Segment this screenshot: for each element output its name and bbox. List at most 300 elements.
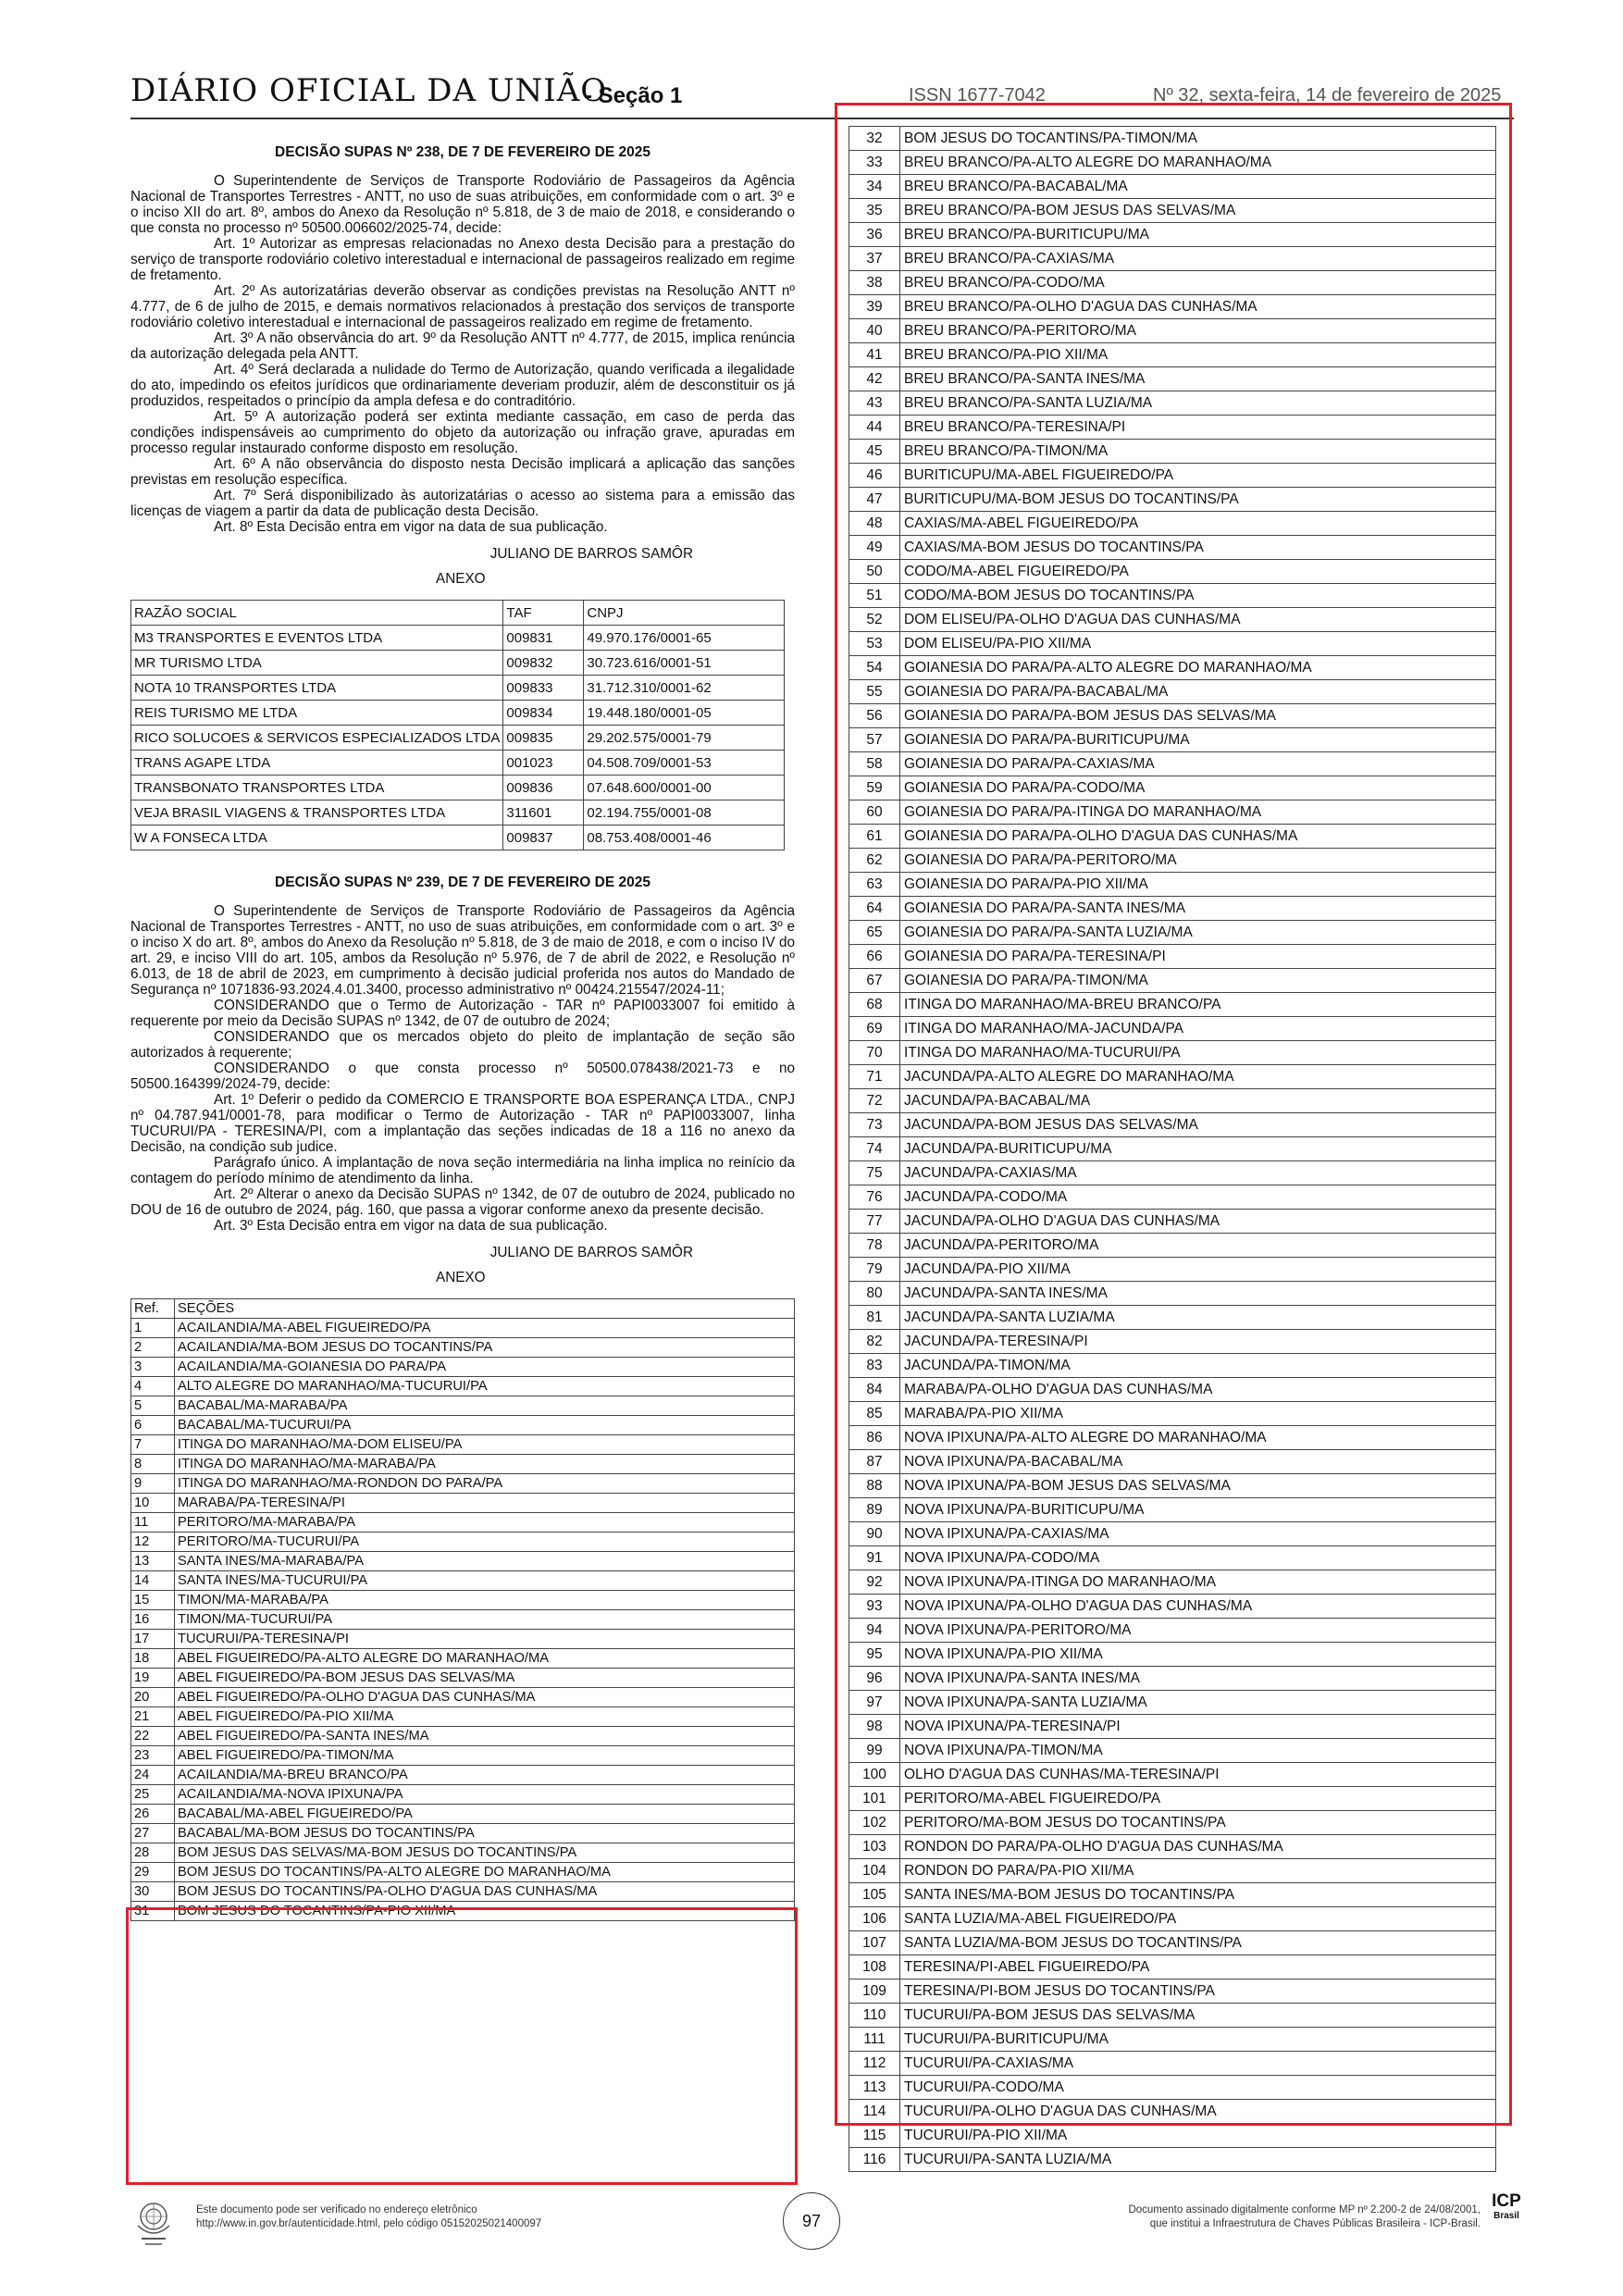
table-cell: 35 [849, 199, 900, 223]
table-cell: ABEL FIGUEIREDO/PA-PIO XII/MA [175, 1707, 795, 1727]
table-row [131, 1785, 795, 1805]
table-cell: 25 [131, 1785, 175, 1805]
table-cell: ABEL FIGUEIREDO/PA-BOM JESUS DAS SELVAS/MA [175, 1669, 795, 1688]
table-cell: BOM JESUS DO TOCANTINS/PA-ALTO ALEGRE DO MARANHAO/MA [175, 1863, 795, 1882]
table-cell: 009834 [503, 701, 584, 726]
table-row [131, 1805, 795, 1824]
decision-239-title: DECISÃO SUPAS Nº 239, DE 7 DE FEVEREIRO DE 2025 [275, 875, 650, 890]
table-cell: MR TURISMO LTDA [131, 651, 503, 676]
footer-right-line-1: Documento assinado digitalmente conforme MP nº 2.200-2 de 24/08/2001, [1128, 2204, 1481, 2215]
table-cell: JACUNDA/PA-CODO/MA [900, 1185, 1496, 1210]
table-cell: VEJA BRASIL VIAGENS & TRANSPORTES LTDA [131, 800, 503, 825]
icp-logo-text: ICP [1492, 2191, 1521, 2211]
table-cell: 114 [849, 2100, 900, 2124]
table-cell: TERESINA/PI-ABEL FIGUEIREDO/PA [900, 1955, 1496, 1980]
table-cell: SANTA LUZIA/MA-BOM JESUS DO TOCANTINS/PA [900, 1931, 1496, 1955]
paragraph: CONSIDERANDO que os mercados objeto do pleito de implantação de seção são autorizados à requerente; [130, 1029, 795, 1061]
table-row [131, 1474, 795, 1494]
table-cell: 60 [849, 800, 900, 825]
table-cell: JACUNDA/PA-TERESINA/PI [900, 1330, 1496, 1354]
table-cell: 28 [131, 1843, 175, 1863]
table-cell: NOVA IPIXUNA/PA-BOM JESUS DAS SELVAS/MA [900, 1474, 1496, 1498]
table-cell: ITINGA DO MARANHAO/MA-JACUNDA/PA [900, 1017, 1496, 1041]
table-cell: BREU BRANCO/PA-ALTO ALEGRE DO MARANHAO/MA [900, 151, 1496, 175]
table-cell: 53 [849, 632, 900, 656]
table-cell: 07.648.600/0001-00 [584, 776, 785, 800]
table-cell: 80 [849, 1282, 900, 1306]
table-cell: ACAILANDIA/MA-BREU BRANCO/PA [175, 1766, 795, 1785]
table-cell: 91 [849, 1546, 900, 1570]
table-cell: GOIANESIA DO PARA/PA-TERESINA/PI [900, 945, 1496, 969]
table-header-row [131, 601, 785, 626]
table-cell: BREU BRANCO/PA-TERESINA/PI [900, 416, 1496, 440]
table-cell: 62 [849, 849, 900, 873]
table-cell: 16 [131, 1610, 175, 1630]
table-cell: 96 [849, 1667, 900, 1691]
table-cell: BREU BRANCO/PA-CAXIAS/MA [900, 247, 1496, 271]
table-cell: NOTA 10 TRANSPORTES LTDA [131, 676, 503, 701]
table-cell: 85 [849, 1402, 900, 1426]
left-column [130, 139, 795, 1921]
table-cell: 27 [131, 1824, 175, 1843]
table-cell: BOM JESUS DO TOCANTINS/PA-PIO XII/MA [175, 1902, 795, 1921]
table-cell: 63 [849, 873, 900, 897]
decision-239-signature: JULIANO DE BARROS SAMÔR [489, 1245, 693, 1260]
table-cell: 100 [849, 1763, 900, 1787]
table-cell: BREU BRANCO/PA-OLHO D'AGUA DAS CUNHAS/MA [900, 295, 1496, 319]
issn: ISSN 1677-7042 [909, 85, 1046, 105]
paragraph: CONSIDERANDO que o Termo de Autorização - TAR nº PAPI0033007 foi emitido à requerente por meio da Decisão SUPAS nº 1342, de 07 de outubro de 2024; [130, 998, 795, 1029]
table-cell: TUCURUI/PA-BURITICUPU/MA [900, 2028, 1496, 2052]
table-cell: 41 [849, 343, 900, 367]
table-cell: TIMON/MA-MARABA/PA [175, 1591, 795, 1610]
table-cell: JACUNDA/PA-OLHO D'AGUA DAS CUNHAS/MA [900, 1210, 1496, 1234]
table-row [131, 701, 785, 726]
table-cell: 72 [849, 1089, 900, 1113]
table-cell: 3 [131, 1358, 175, 1377]
table-row [131, 800, 785, 825]
sections-table-left [130, 1298, 795, 1921]
decision-238-annex-label: ANEXO [436, 571, 486, 587]
table-row [131, 1513, 795, 1533]
table-cell: JACUNDA/PA-BACABAL/MA [900, 1089, 1496, 1113]
table-cell: NOVA IPIXUNA/PA-ALTO ALEGRE DO MARANHAO/MA [900, 1426, 1496, 1450]
table-cell: 24 [131, 1766, 175, 1785]
header-cell: SEÇÕES [175, 1299, 795, 1319]
table-cell: 2 [131, 1338, 175, 1358]
table-cell: 102 [849, 1811, 900, 1835]
table-cell: ABEL FIGUEIREDO/PA-TIMON/MA [175, 1746, 795, 1766]
table-cell: 56 [849, 704, 900, 728]
table-cell: BREU BRANCO/PA-PERITORO/MA [900, 319, 1496, 343]
table-cell: 19.448.180/0001-05 [584, 701, 785, 726]
paragraph: O Superintendente de Serviços de Transporte Rodoviário de Passageiros da Agência Nacional de Transportes Terrestres - ANTT, no uso de suas atribuições, em conformidade com o art. 3º e o inciso X do art. 8º, ambos do Anexo da Resolução nº 5.818, de 3 de maio de 2018, e com o inciso IV do art. 29, e inciso VIII do art. 105, ambos da Resolução nº 5.976, de 7 de abril de 2022, e Resolução nº 6.013, de 18 de abril de 2023, em cumprimento à decisão judicial proferida nos autos do Mandado de Segurança nº 1071836-93.2024.4.01.3400, processo administrativo nº 00424.215547/2024-11; [130, 903, 795, 998]
table-cell: 86 [849, 1426, 900, 1450]
coat-of-arms-icon [134, 2198, 173, 2248]
table-cell: 78 [849, 1234, 900, 1258]
table-row [131, 1843, 795, 1863]
table-cell: BREU BRANCO/PA-SANTA INES/MA [900, 367, 1496, 391]
table-cell: PERITORO/MA-TUCURUI/PA [175, 1533, 795, 1552]
table-row [131, 825, 785, 850]
table-cell: TUCURUI/PA-SANTA LUZIA/MA [900, 2148, 1496, 2172]
table-row [131, 751, 785, 776]
section-label: - Seção 1 [585, 83, 683, 108]
table-cell: 61 [849, 825, 900, 849]
table-cell: TUCURUI/PA-OLHO D'AGUA DAS CUNHAS/MA [900, 2100, 1496, 2124]
table-cell: ITINGA DO MARANHAO/MA-RONDON DO PARA/PA [175, 1474, 795, 1494]
table-cell: GOIANESIA DO PARA/PA-BURITICUPU/MA [900, 728, 1496, 752]
page-number: 97 [783, 2192, 840, 2250]
table-cell: BREU BRANCO/PA-BOM JESUS DAS SELVAS/MA [900, 199, 1496, 223]
table-cell: DOM ELISEU/PA-PIO XII/MA [900, 632, 1496, 656]
footer-left-line-1: Este documento pode ser verificado no endereço eletrônico [196, 2204, 477, 2215]
table-cell: CAXIAS/MA-BOM JESUS DO TOCANTINS/PA [900, 536, 1496, 560]
table-cell: JACUNDA/PA-TIMON/MA [900, 1354, 1496, 1378]
table-cell: CODO/MA-BOM JESUS DO TOCANTINS/PA [900, 584, 1496, 608]
table-cell: 42 [849, 367, 900, 391]
table-cell: 77 [849, 1210, 900, 1234]
table-cell: BOM JESUS DO TOCANTINS/PA-TIMON/MA [900, 127, 1496, 151]
table-cell: 93 [849, 1595, 900, 1619]
table-cell: 55 [849, 680, 900, 704]
paragraph: Art. 2º As autorizatárias deverão observar as condições previstas na Resolução ANTT nº 4.777, de 6 de julho de 2015, e demais normativos relacionados à prestação dos serviços de transporte rodoviário coletivo interestadual e internacional de passageiros realizado em regime de fretamento. [130, 283, 795, 330]
table-cell: 105 [849, 1883, 900, 1907]
header-cell: RAZÃO SOCIAL [131, 601, 503, 626]
paragraph: Art. 1º Deferir o pedido da COMERCIO E TRANSPORTE BOA ESPERANÇA LTDA., CNPJ nº 04.787.941/0001-78, para modificar o Termo de Autorização - TAR nº PAPI0033007, linha TUCURUI/PA - TERESINA/PI, com a implantação das seções indicadas de 18 a 116 no anexo da Decisão, na condição sub judice. [130, 1092, 795, 1155]
table-cell: ABEL FIGUEIREDO/PA-ALTO ALEGRE DO MARANHAO/MA [175, 1649, 795, 1669]
table-cell: ITINGA DO MARANHAO/MA-MARABA/PA [175, 1455, 795, 1474]
table-cell: MARABA/PA-OLHO D'AGUA DAS CUNHAS/MA [900, 1378, 1496, 1402]
table-row [131, 776, 785, 800]
table-cell: 84 [849, 1378, 900, 1402]
table-cell: 116 [849, 2148, 900, 2172]
header-cell: Ref. [131, 1299, 175, 1319]
table-cell: NOVA IPIXUNA/PA-PERITORO/MA [900, 1619, 1496, 1643]
table-cell: 10 [131, 1494, 175, 1513]
table-cell: 1 [131, 1319, 175, 1338]
table-cell: 57 [849, 728, 900, 752]
table-cell: NOVA IPIXUNA/PA-CAXIAS/MA [900, 1522, 1496, 1546]
table-cell: SANTA INES/MA-MARABA/PA [175, 1552, 795, 1571]
table-cell: BOM JESUS DO TOCANTINS/PA-OLHO D'AGUA DAS CUNHAS/MA [175, 1882, 795, 1902]
gazette-title: DIÁRIO OFICIAL DA UNIÃO [130, 72, 608, 109]
table-cell: 67 [849, 969, 900, 993]
table-cell: 95 [849, 1643, 900, 1667]
paragraph: Art. 3º Esta Decisão entra em vigor na data de sua publicação. [214, 1218, 608, 1234]
table-row [131, 1338, 795, 1358]
table-cell: 45 [849, 440, 900, 464]
table-cell: 38 [849, 271, 900, 295]
table-row [131, 1649, 795, 1669]
table-row [131, 1610, 795, 1630]
table-cell: 009837 [503, 825, 584, 850]
table-cell: 009833 [503, 676, 584, 701]
table-cell: 4 [131, 1377, 175, 1396]
table-cell: BACABAL/MA-MARABA/PA [175, 1396, 795, 1416]
table-cell: 9 [131, 1474, 175, 1494]
table-cell: 13 [131, 1552, 175, 1571]
table-cell: 89 [849, 1498, 900, 1522]
table-cell: 74 [849, 1137, 900, 1161]
table-cell: 48 [849, 512, 900, 536]
table-cell: 52 [849, 608, 900, 632]
table-cell: NOVA IPIXUNA/PA-ITINGA DO MARANHAO/MA [900, 1570, 1496, 1595]
table-cell: 87 [849, 1450, 900, 1474]
table-cell: GOIANESIA DO PARA/PA-CODO/MA [900, 776, 1496, 800]
table-cell: 39 [849, 295, 900, 319]
table-cell: BREU BRANCO/PA-BURITICUPU/MA [900, 223, 1496, 247]
table-cell: NOVA IPIXUNA/PA-SANTA LUZIA/MA [900, 1691, 1496, 1715]
table-cell: ABEL FIGUEIREDO/PA-OLHO D'AGUA DAS CUNHAS/MA [175, 1688, 795, 1707]
footer-verification-text [196, 2203, 541, 2231]
table-cell: 009831 [503, 626, 584, 651]
table-cell: ITINGA DO MARANHAO/MA-TUCURUI/PA [900, 1041, 1496, 1065]
table-cell: NOVA IPIXUNA/PA-TERESINA/PI [900, 1715, 1496, 1739]
table-cell: BREU BRANCO/PA-BACABAL/MA [900, 175, 1496, 199]
table-cell: GOIANESIA DO PARA/PA-OLHO D'AGUA DAS CUNHAS/MA [900, 825, 1496, 849]
table-cell: 112 [849, 2052, 900, 2076]
decision-239-annex-label: ANEXO [436, 1270, 486, 1285]
paragraph: Parágrafo único. A implantação de nova seção intermediária na linha implica no reinício da contagem do período mínimo de atendimento da linha. [130, 1155, 795, 1186]
table-cell: 37 [849, 247, 900, 271]
table-cell: 107 [849, 1931, 900, 1955]
table-cell: 40 [849, 319, 900, 343]
table-cell: 115 [849, 2124, 900, 2148]
table-cell: SANTA INES/MA-TUCURUI/PA [175, 1571, 795, 1591]
table-cell: 31.712.310/0001-62 [584, 676, 785, 701]
table-cell: NOVA IPIXUNA/PA-SANTA INES/MA [900, 1667, 1496, 1691]
table-cell: 82 [849, 1330, 900, 1354]
paragraph: O Superintendente de Serviços de Transporte Rodoviário de Passageiros da Agência Nacional de Transportes Terrestres - ANTT, no uso de suas atribuições, em conformidade com o art. 3º e o inciso XII do art. 8º, ambos do Anexo da Resolução nº 5.818, de 3 de maio de 2018, e considerando o que consta no processo nº 50500.006602/2025-74, decide: [130, 173, 795, 236]
table-cell: RICO SOLUCOES & SERVICOS ESPECIALIZADOS LTDA [131, 726, 503, 751]
table-cell: 20 [131, 1688, 175, 1707]
table-cell: 12 [131, 1533, 175, 1552]
table-cell: 44 [849, 416, 900, 440]
table-cell: JACUNDA/PA-PIO XII/MA [900, 1258, 1496, 1282]
table-row [131, 1707, 795, 1727]
table-cell: 110 [849, 2004, 900, 2028]
table-cell: ITINGA DO MARANHAO/MA-DOM ELISEU/PA [175, 1435, 795, 1455]
paragraph: Art. 6º A não observância do disposto nesta Decisão implicará a aplicação das sanções previstas em resolução específica. [130, 456, 795, 488]
table-cell: GOIANESIA DO PARA/PA-ITINGA DO MARANHAO/MA [900, 800, 1496, 825]
table-cell: 36 [849, 223, 900, 247]
table-row [131, 1688, 795, 1707]
table-row [131, 1396, 795, 1416]
table-cell: ABEL FIGUEIREDO/PA-SANTA INES/MA [175, 1727, 795, 1746]
issue-date: Nº 32, sexta-feira, 14 de fevereiro de 2025 [1153, 85, 1502, 105]
table-cell: 109 [849, 1980, 900, 2004]
table-cell: 43 [849, 391, 900, 416]
paragraph: Art. 1º Autorizar as empresas relacionadas no Anexo desta Decisão para a prestação do serviço de transporte rodoviário coletivo interestadual e internacional de passageiros realizado em regime de fretamento. [130, 236, 795, 283]
table-cell: 101 [849, 1787, 900, 1811]
table-cell: CODO/MA-ABEL FIGUEIREDO/PA [900, 560, 1496, 584]
table-cell: MARABA/PA-PIO XII/MA [900, 1402, 1496, 1426]
table-row [131, 626, 785, 651]
table-cell: 5 [131, 1396, 175, 1416]
table-cell: JACUNDA/PA-SANTA LUZIA/MA [900, 1306, 1496, 1330]
table-cell: 311601 [503, 800, 584, 825]
table-cell: MARABA/PA-TERESINA/PI [175, 1494, 795, 1513]
table-cell: OLHO D'AGUA DAS CUNHAS/MA-TERESINA/PI [900, 1763, 1496, 1787]
paragraph: Art. 5º A autorização poderá ser extinta mediante cassação, em caso de perda das condições indispensáveis ao cumprimento do objeto da autorização ou infração grave, apuradas em processo regular instaurado conforme disposto em resolução. [130, 409, 795, 456]
table-cell: ALTO ALEGRE DO MARANHAO/MA-TUCURUI/PA [175, 1377, 795, 1396]
table-cell: 97 [849, 1691, 900, 1715]
table-cell: 66 [849, 945, 900, 969]
table-cell: 17 [131, 1630, 175, 1649]
table-header-row [131, 1299, 795, 1319]
table-cell: 22 [131, 1727, 175, 1746]
table-cell: ACAILANDIA/MA-BOM JESUS DO TOCANTINS/PA [175, 1338, 795, 1358]
table-cell: 49.970.176/0001-65 [584, 626, 785, 651]
table-cell: NOVA IPIXUNA/PA-PIO XII/MA [900, 1643, 1496, 1667]
table-cell: 113 [849, 2076, 900, 2100]
table-cell: ACAILANDIA/MA-NOVA IPIXUNA/PA [175, 1785, 795, 1805]
table-cell: 21 [131, 1707, 175, 1727]
table-cell: BACABAL/MA-ABEL FIGUEIREDO/PA [175, 1805, 795, 1824]
table-row [131, 1630, 795, 1649]
paragraph: Art. 8º Esta Decisão entra em vigor na data de sua publicação. [214, 519, 608, 535]
footer-left-line-2: http://www.in.gov.br/autenticidade.html, pelo código 05152025021400097 [196, 2218, 542, 2229]
table-cell: 58 [849, 752, 900, 776]
table-cell: SANTA INES/MA-BOM JESUS DO TOCANTINS/PA [900, 1883, 1496, 1907]
table-cell: 26 [131, 1805, 175, 1824]
table-cell: 65 [849, 921, 900, 945]
table-cell: 15 [131, 1591, 175, 1610]
table-cell: 23 [131, 1746, 175, 1766]
table-cell: CAXIAS/MA-ABEL FIGUEIREDO/PA [900, 512, 1496, 536]
table-cell: 6 [131, 1416, 175, 1435]
table-cell: 59 [849, 776, 900, 800]
table-cell: BREU BRANCO/PA-SANTA LUZIA/MA [900, 391, 1496, 416]
table-cell: ACAILANDIA/MA-GOIANESIA DO PARA/PA [175, 1358, 795, 1377]
table-cell: BURITICUPU/MA-ABEL FIGUEIREDO/PA [900, 464, 1496, 488]
footer-signature-text [1059, 2203, 1481, 2231]
table-cell: TUCURUI/PA-PIO XII/MA [900, 2124, 1496, 2148]
highlight-box-right [835, 103, 1512, 2126]
table-cell: 79 [849, 1258, 900, 1282]
table-cell: 33 [849, 151, 900, 175]
table-row [131, 1746, 795, 1766]
table-cell: 104 [849, 1859, 900, 1883]
table-cell: 08.753.408/0001-46 [584, 825, 785, 850]
table-cell: TUCURUI/PA-BOM JESUS DAS SELVAS/MA [900, 2004, 1496, 2028]
table-cell: NOVA IPIXUNA/PA-BURITICUPU/MA [900, 1498, 1496, 1522]
table-row [131, 1571, 795, 1591]
table-cell: BACABAL/MA-BOM JESUS DO TOCANTINS/PA [175, 1824, 795, 1843]
table-cell: 94 [849, 1619, 900, 1643]
table-cell: BREU BRANCO/PA-TIMON/MA [900, 440, 1496, 464]
table-cell: 18 [131, 1649, 175, 1669]
table-cell: BREU BRANCO/PA-PIO XII/MA [900, 343, 1496, 367]
table-cell: 02.194.755/0001-08 [584, 800, 785, 825]
table-row [131, 1435, 795, 1455]
table-cell: 49 [849, 536, 900, 560]
table-row [131, 1863, 795, 1882]
table-cell: GOIANESIA DO PARA/PA-ALTO ALEGRE DO MARANHAO/MA [900, 656, 1496, 680]
table-cell: GOIANESIA DO PARA/PA-BACABAL/MA [900, 680, 1496, 704]
table-row [131, 1824, 795, 1843]
table-cell: GOIANESIA DO PARA/PA-SANTA LUZIA/MA [900, 921, 1496, 945]
table-cell: 88 [849, 1474, 900, 1498]
header-cell: CNPJ [584, 601, 785, 626]
paragraph: Art. 2º Alterar o anexo da Decisão SUPAS nº 1342, de 07 de outubro de 2024, publicado no DOU de 16 de outubro de 2024, pág. 160, que passa a vigorar conforme anexo da presente decisão. [130, 1186, 795, 1218]
table-cell: 19 [131, 1669, 175, 1688]
table-cell: TRANS AGAPE LTDA [131, 751, 503, 776]
table-row [131, 676, 785, 701]
table-cell: GOIANESIA DO PARA/PA-TIMON/MA [900, 969, 1496, 993]
table-cell: 64 [849, 897, 900, 921]
table-cell: 68 [849, 993, 900, 1017]
table-cell: 70 [849, 1041, 900, 1065]
table-cell: PERITORO/MA-MARABA/PA [175, 1513, 795, 1533]
table-cell: RONDON DO PARA/PA-OLHO D'AGUA DAS CUNHAS/MA [900, 1835, 1496, 1859]
table-row [131, 1416, 795, 1435]
table-cell: 50 [849, 560, 900, 584]
paragraph: Art. 7º Será disponibilizado às autorizatárias o acesso ao sistema para a emissão das licenças de viagem a partir da data de publicação desta Decisão. [130, 488, 795, 519]
table-cell: 73 [849, 1113, 900, 1137]
table-cell: 46 [849, 464, 900, 488]
table-cell: TUCURUI/PA-CODO/MA [900, 2076, 1496, 2100]
table-cell: NOVA IPIXUNA/PA-TIMON/MA [900, 1739, 1496, 1763]
table-cell: 29.202.575/0001-79 [584, 726, 785, 751]
table-cell: 54 [849, 656, 900, 680]
table-row [849, 2148, 1496, 2172]
paragraph: Art. 4º Será declarada a nulidade do Termo de Autorização, quando verificada a ilegalidade do ato, impedindo os efeitos jurídicos que ordinariamente deveriam produzir, além de desconstituir os já produzidos, respeitados o princípio da ampla defesa e do contraditório. [130, 362, 795, 409]
table-cell: TIMON/MA-TUCURUI/PA [175, 1610, 795, 1630]
table-cell: 11 [131, 1513, 175, 1533]
table-row [131, 1455, 795, 1474]
companies-table [130, 600, 785, 850]
paragraph: Art. 3º A não observância do art. 9º da Resolução ANTT nº 4.777, de 2015, implica renúncia da autorização delegada pela ANTT. [130, 330, 795, 362]
table-row [131, 1552, 795, 1571]
table-cell: 108 [849, 1955, 900, 1980]
table-cell: 103 [849, 1835, 900, 1859]
table-cell: GOIANESIA DO PARA/PA-BOM JESUS DAS SELVAS/MA [900, 704, 1496, 728]
table-cell: 83 [849, 1354, 900, 1378]
decision-238-title: DECISÃO SUPAS Nº 238, DE 7 DE FEVEREIRO DE 2025 [275, 144, 650, 160]
table-cell: W A FONSECA LTDA [131, 825, 503, 850]
table-cell: RONDON DO PARA/PA-PIO XII/MA [900, 1859, 1496, 1883]
table-cell: JACUNDA/PA-BOM JESUS DAS SELVAS/MA [900, 1113, 1496, 1137]
table-cell: JACUNDA/PA-CAXIAS/MA [900, 1161, 1496, 1185]
table-cell: 009836 [503, 776, 584, 800]
table-cell: 111 [849, 2028, 900, 2052]
table-cell: GOIANESIA DO PARA/PA-SANTA INES/MA [900, 897, 1496, 921]
table-cell: 001023 [503, 751, 584, 776]
table-cell: GOIANESIA DO PARA/PA-PIO XII/MA [900, 873, 1496, 897]
table-cell: 30.723.616/0001-51 [584, 651, 785, 676]
table-cell: 009832 [503, 651, 584, 676]
table-cell: 14 [131, 1571, 175, 1591]
table-cell: NOVA IPIXUNA/PA-CODO/MA [900, 1546, 1496, 1570]
table-cell: BURITICUPU/MA-BOM JESUS DO TOCANTINS/PA [900, 488, 1496, 512]
table-row [131, 651, 785, 676]
table-cell: M3 TRANSPORTES E EVENTOS LTDA [131, 626, 503, 651]
table-cell: 47 [849, 488, 900, 512]
table-row [131, 1727, 795, 1746]
table-cell: ITINGA DO MARANHAO/MA-BREU BRANCO/PA [900, 993, 1496, 1017]
table-cell: NOVA IPIXUNA/PA-BACABAL/MA [900, 1450, 1496, 1474]
table-cell: DOM ELISEU/PA-OLHO D'AGUA DAS CUNHAS/MA [900, 608, 1496, 632]
table-cell: 106 [849, 1907, 900, 1931]
table-cell: 76 [849, 1185, 900, 1210]
table-cell: 7 [131, 1435, 175, 1455]
table-row [131, 1591, 795, 1610]
table-row [131, 1766, 795, 1785]
table-row [131, 1494, 795, 1513]
table-cell: TUCURUI/PA-TERESINA/PI [175, 1630, 795, 1649]
